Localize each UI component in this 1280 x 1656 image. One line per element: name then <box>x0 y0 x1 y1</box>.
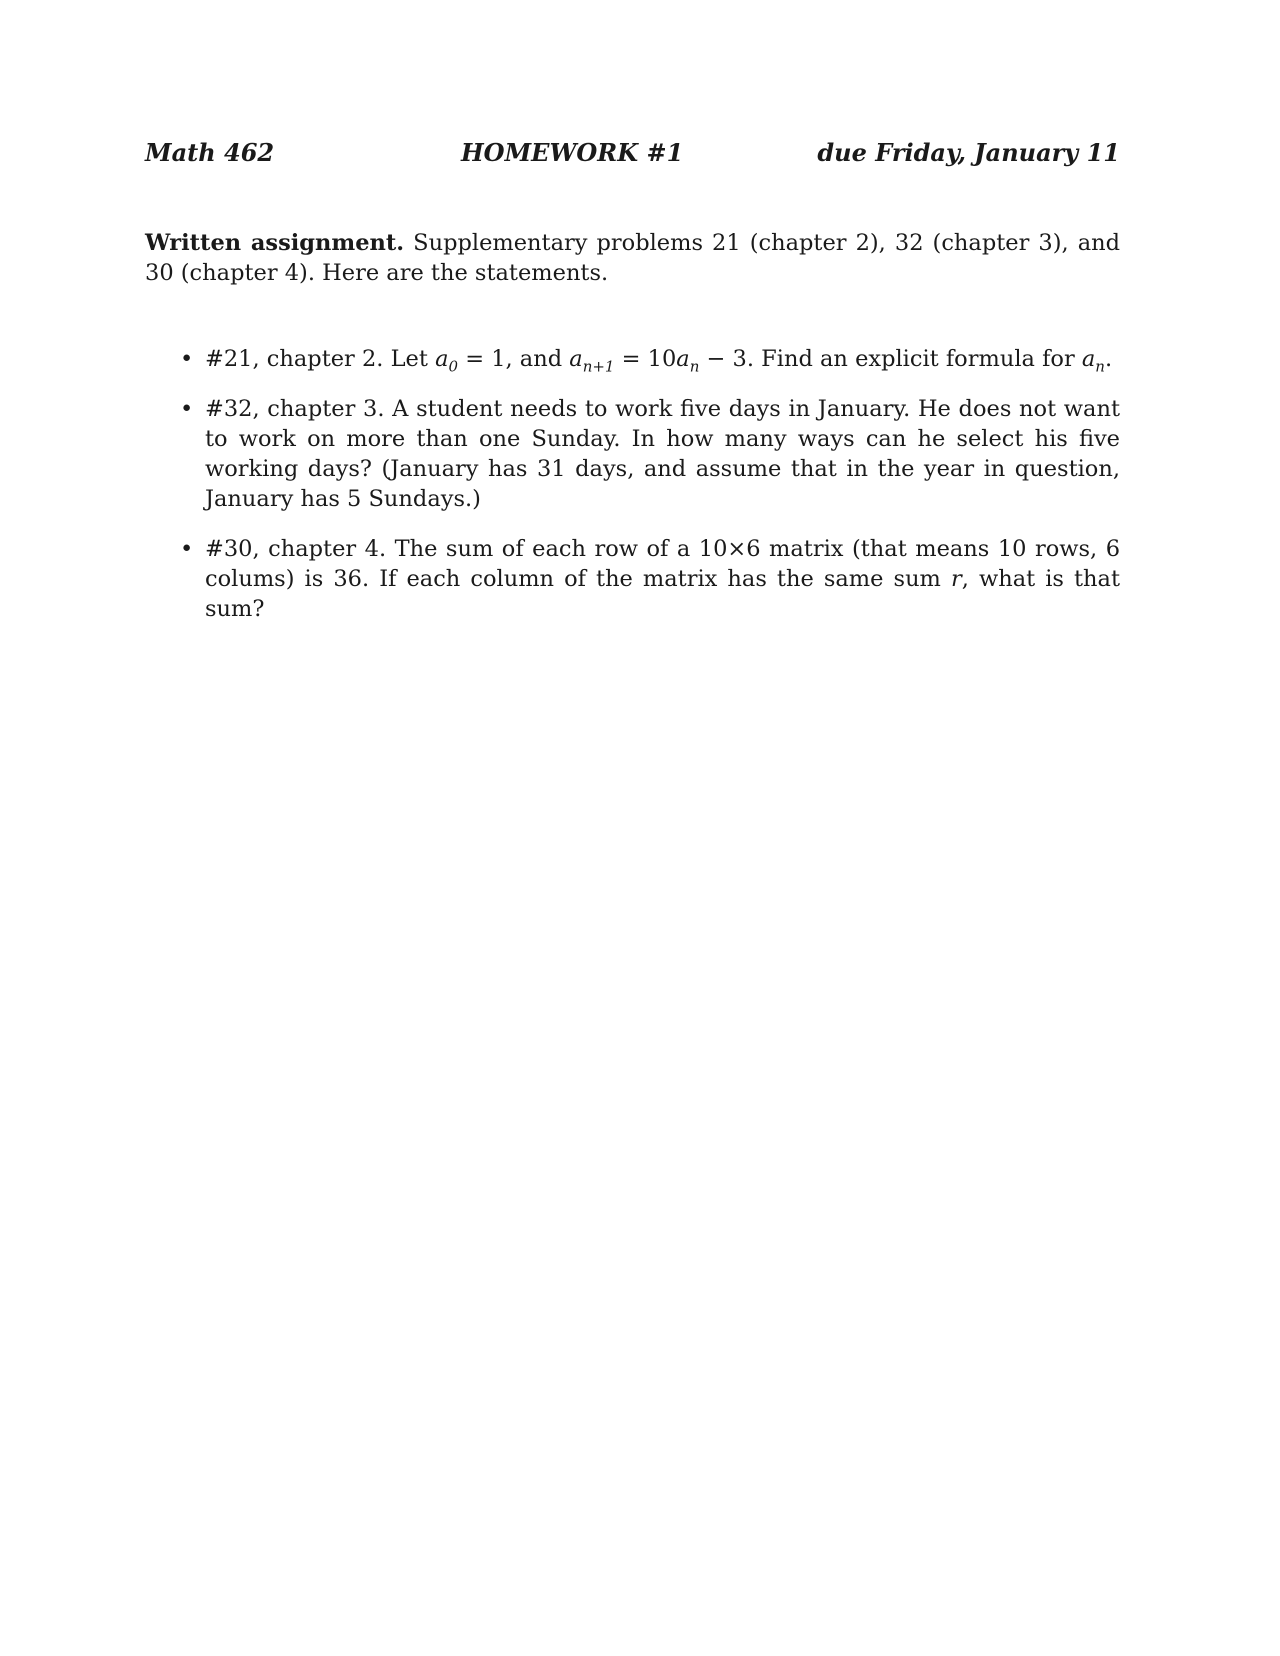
problem-text: = 10 <box>621 346 677 372</box>
problem-text: , what is that sum? <box>205 566 1121 622</box>
intro-lead: Written assignment. <box>145 230 405 256</box>
header <box>145 138 1120 172</box>
problem-text: A student needs to work five days in January. He does not want to work on more than one Sunday. In how many ways can he select his five working days? (January has 31 days, and assume that in the year in question, January has 5 Sundays.) <box>205 396 1120 512</box>
problem-text: − 3. Find an explicit formula for <box>706 346 1075 372</box>
problem-text: = 1, and <box>465 346 563 372</box>
problem-list <box>145 344 1120 644</box>
bullet: • <box>180 346 194 372</box>
due-date: due Friday, January 11 <box>817 138 1120 167</box>
intro-text: Supplementary problems 21 (chapter 2), 32 (chapter 3), and 30 (chapter 4). Here are the statements. <box>145 230 1121 286</box>
problem-text: The sum of each row of a 10×6 matrix (that means 10 rows, 6 colums) is 36. If each column of the matrix has the same sum <box>205 536 1121 592</box>
problem-text: . <box>1104 346 1113 372</box>
math-an: $a_n$ <box>676 346 700 376</box>
math-a0: $a_0$ <box>435 346 459 376</box>
problem-21 <box>145 344 1120 374</box>
intro-paragraph <box>145 228 1120 288</box>
math-an1: $a_{n+1}$ <box>569 346 615 376</box>
bullet: • <box>180 536 194 562</box>
problem-ref: #21, chapter 2. <box>205 346 384 372</box>
problem-32 <box>145 394 1120 514</box>
problem-ref: #32, chapter 3. <box>205 396 385 422</box>
math-r: r <box>950 566 962 592</box>
problem-ref: #30, chapter 4. <box>205 536 387 562</box>
assignment-title: HOMEWORK #1 <box>461 138 684 167</box>
problem-30 <box>145 534 1120 624</box>
problem-text: Let <box>390 346 428 372</box>
math-an-final: $a_n$ <box>1081 346 1105 376</box>
bullet: • <box>180 396 194 422</box>
course-name: Math 462 <box>145 138 275 167</box>
